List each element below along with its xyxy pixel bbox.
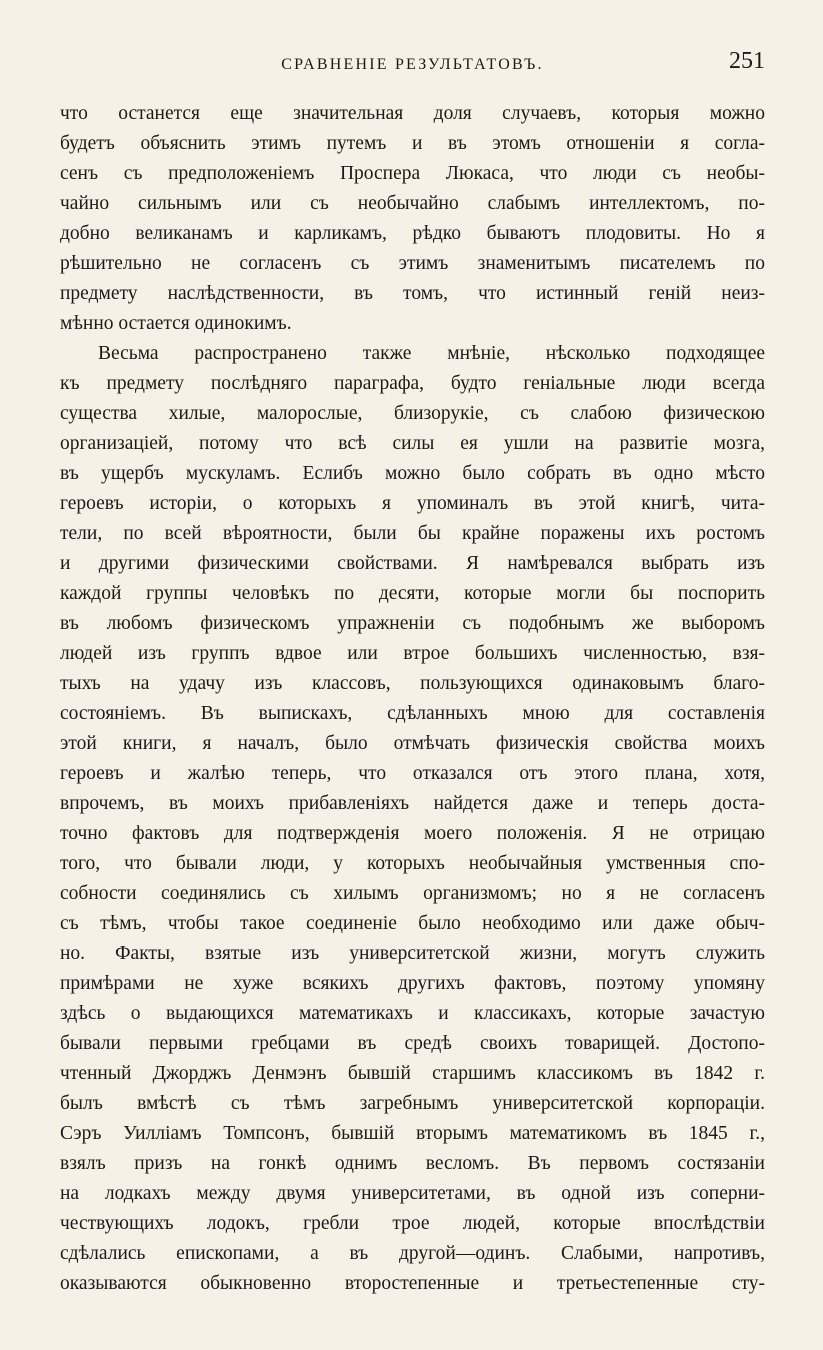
- text-line: Сэръ Уилліамъ Томпсонъ, бывшій вторымъ математикомъ въ 1845 г.,: [60, 1123, 765, 1144]
- text-line: чествующихъ лодокъ, гребли трое людей, которые впослѣдствіи: [60, 1213, 765, 1234]
- running-title: СРАВНЕНІЕ РЕЗУЛЬТАТОВЪ.: [281, 56, 544, 73]
- text-line: героевъ исторіи, о которыхъ я упоминалъ въ этой книгѣ, чита-: [60, 493, 765, 514]
- text-line: что останется еще значительная доля случаевъ, которыя можно: [60, 103, 765, 124]
- text-line: въ любомъ физическомъ упражненіи съ подобнымъ же выборомъ: [60, 613, 765, 634]
- text-line: съ тѣмъ, чтобы такое соединеніе было необходимо или даже обыч-: [60, 913, 765, 934]
- running-head: [60, 50, 765, 84]
- text-line: оказываются обыкновенно второстепенные и третьестепенные сту-: [60, 1273, 765, 1294]
- text-line: собности соединялись съ хилымъ организмомъ; но я не согласенъ: [60, 883, 765, 904]
- text-line: къ предмету послѣдняго параграфа, будто геніальные люди всегда: [60, 373, 765, 394]
- text-line: будетъ объяснить этимъ путемъ и въ этомъ отношеніи я согла-: [60, 133, 765, 154]
- text-line: чайно сильнымъ или съ необычайно слабымъ интеллектомъ, по-: [60, 193, 765, 214]
- text-line: организаціей, потому что всѣ силы ея ушли на развитіе мозга,: [60, 433, 765, 454]
- text-line: примѣрами не хуже всякихъ другихъ фактовъ, поэтому упомяну: [60, 973, 765, 994]
- text-line: въ ущербъ мускуламъ. Еслибъ можно было собрать въ одно мѣсто: [60, 463, 765, 484]
- text-line: но. Факты, взятые изъ университетской жизни, могутъ служить: [60, 943, 765, 964]
- text-line: мѣнно остается одинокимъ.: [60, 313, 292, 334]
- paragraph-start-line: Весьма распространено также мнѣніе, нѣсколько подходящее: [98, 343, 765, 364]
- text-line: рѣшительно не согласенъ съ этимъ знаменитымъ писателемъ по: [60, 253, 765, 274]
- text-line: точно фактовъ для подтвержденія моего положенія. Я не отрицаю: [60, 823, 765, 844]
- text-line: и другими физическими свойствами. Я намѣревался выбрать изъ: [60, 553, 765, 574]
- body-text: [60, 99, 765, 1299]
- text-line: бывали первыми гребцами въ средѣ своихъ товарищей. Достопо-: [60, 1033, 765, 1054]
- text-line: героевъ и жалѣю теперь, что отказался отъ этого плана, хотя,: [60, 763, 765, 784]
- text-line: добно великанамъ и карликамъ, рѣдко бываютъ плодовиты. Но я: [60, 223, 765, 244]
- text-line: взялъ призъ на гонкѣ однимъ весломъ. Въ первомъ состязаніи: [60, 1153, 765, 1174]
- text-line: тыхъ на удачу изъ классовъ, пользующихся одинаковымъ благо-: [60, 673, 765, 694]
- text-line: сдѣлались епископами, а въ другой—одинъ. Слабыми, напротивъ,: [60, 1243, 765, 1264]
- text-line: состояніемъ. Въ выпискахъ, сдѣланныхъ мною для составленія: [60, 703, 765, 724]
- text-line: предмету наслѣдственности, въ томъ, что истинный геній неиз-: [60, 283, 765, 304]
- text-line: сенъ съ предположеніемъ Проспера Люкаса, что люди съ необы-: [60, 163, 765, 184]
- text-line: здѣсь о выдающихся математикахъ и классикахъ, которые зачастую: [60, 1003, 765, 1024]
- text-line: людей изъ группъ вдвое или втрое большихъ численностью, взя-: [60, 643, 765, 664]
- text-line: тели, по всей вѣроятности, были бы крайне поражены ихъ ростомъ: [60, 523, 765, 544]
- text-line: впрочемъ, въ моихъ прибавленіяхъ найдется даже и теперь доста-: [60, 793, 765, 814]
- text-line: на лодкахъ между двумя университетами, въ одной изъ соперни-: [60, 1183, 765, 1204]
- text-line: чтенный Джорджъ Денмэнъ бывшій старшимъ классикомъ въ 1842 г.: [60, 1063, 765, 1084]
- text-line: того, что бывали люди, у которыхъ необычайныя умственныя спо-: [60, 853, 765, 874]
- text-line: этой книги, я началъ, было отмѣчать физическія свойства моихъ: [60, 733, 765, 754]
- text-line: былъ вмѣстѣ съ тѣмъ загребнымъ университетской корпораціи.: [60, 1093, 765, 1114]
- text-line: каждой группы человѣкъ по десяти, которые могли бы поспорить: [60, 583, 765, 604]
- text-line: существа хилые, малорослые, близорукіе, съ слабою физическою: [60, 403, 765, 424]
- page-number: 251: [729, 48, 765, 74]
